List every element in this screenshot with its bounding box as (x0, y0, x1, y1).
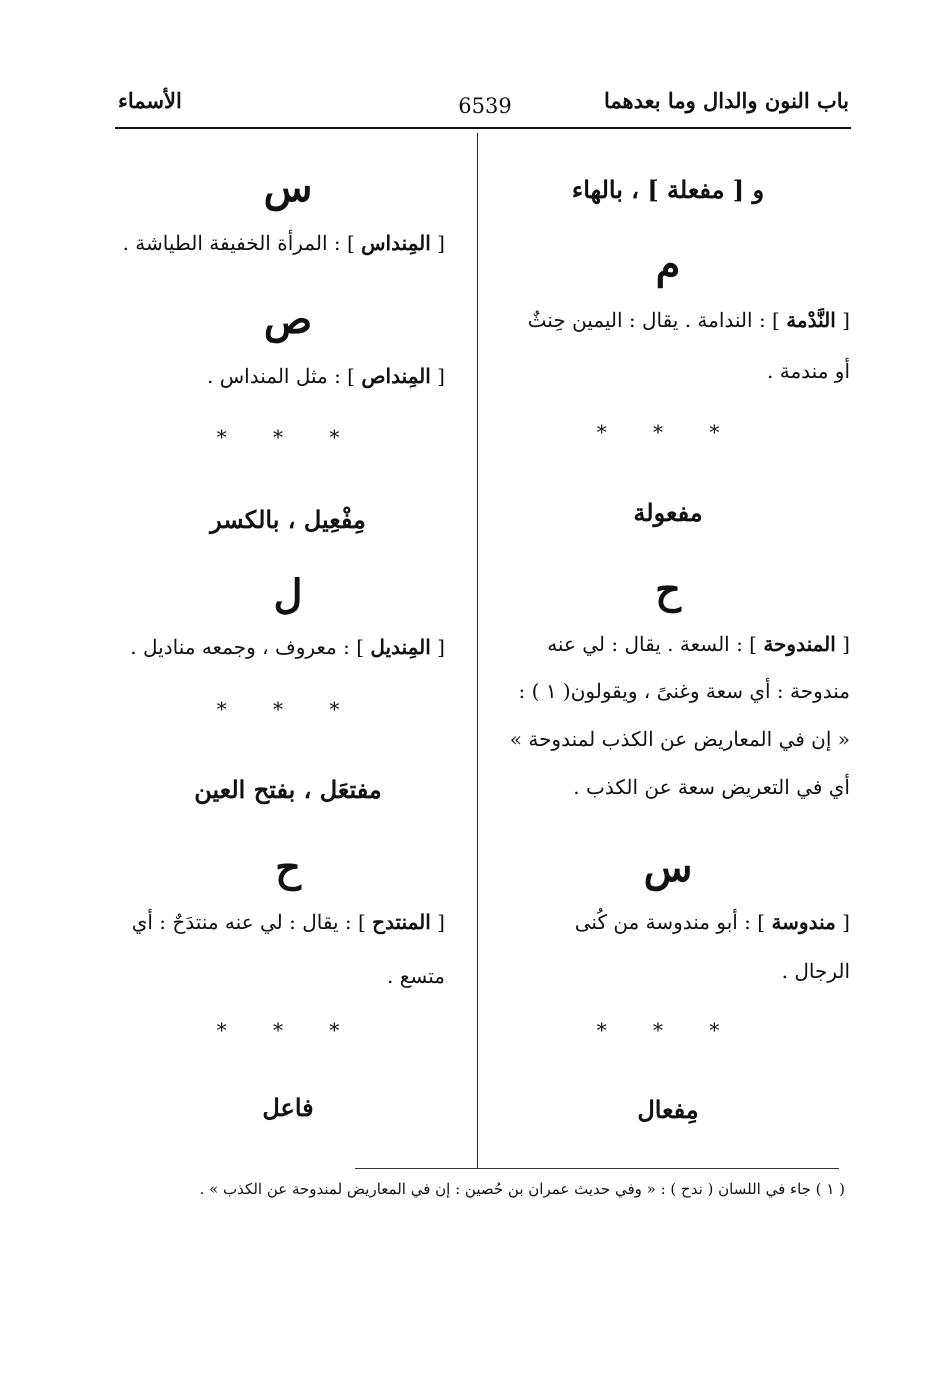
right-heading-maf3ula: مفعولة (633, 498, 703, 527)
entry-nadma-line1: [ النَّدْمة ] : الندامة . يقال : اليمين حِنثٌ (527, 308, 850, 332)
right-letter-ha: ح (655, 566, 681, 613)
right-letter-sin: س (643, 844, 693, 891)
entry-nadma-text: ] : الندامة . يقال : اليمين حِنثٌ (527, 308, 787, 332)
left-letter-ha: ح (275, 844, 301, 891)
entry-mindil: [ المِنديل ] : معروف ، وجمعه مناديل . (130, 635, 445, 659)
entry-mindas-text: ] : المرأة الخفيفة الطياشة . (122, 231, 362, 255)
running-header-chapter: باب النون والدال وما بعدهما (604, 88, 849, 113)
footnote: ( ١ ) جاء في اللسان ( ندح ) : « وفي حديث عمران بن حُصين : إن في المعاريض لمندوحة عن الكذب » . (199, 1180, 845, 1198)
entry-mindas-headword: المِنداس (361, 231, 431, 255)
right-letter-mim: م (655, 241, 681, 288)
entry-mindas: [ المِنداس ] : المرأة الخفيفة الطياشة . (122, 231, 445, 255)
right-heading-maf3ala: و [ مفعلة ] ، بالهاء (571, 175, 765, 204)
separator-stars: * * * (216, 425, 360, 449)
entry-mandooha-headword: المندوحة (763, 632, 836, 656)
header-rule (115, 127, 851, 129)
entry-mindil-headword: المِنديل (370, 635, 431, 659)
left-letter-sin: س (263, 164, 313, 211)
entry-muntadah-headword: المنتدح (372, 910, 431, 934)
entry-mandoosa-headword: مندوسة (771, 910, 836, 934)
entry-nadma-headword: النَّدْمة (786, 308, 836, 332)
entry-muntadah-line2: متسع . (387, 964, 445, 988)
running-header-section: الأسماء (118, 88, 182, 113)
left-letter-lam: ل (273, 571, 303, 618)
entry-mandoosa-line2: الرجال . (781, 959, 850, 983)
page-number: 6539 (458, 94, 512, 118)
footnote-rule (355, 1168, 839, 1169)
entry-nadma-line2: أو مندمة . (767, 359, 850, 383)
left-letter-sad: ص (263, 296, 313, 343)
entry-muntadah-text: ] : يقال : لي عنه منتدَحٌ : أي (131, 910, 373, 934)
separator-stars: * * * (216, 1018, 360, 1042)
entry-mindil-text: ] : معروف ، وجمعه مناديل . (130, 635, 371, 659)
separator-stars: * * * (216, 697, 360, 721)
right-heading-mif3al: مِفعال (637, 1095, 699, 1124)
left-heading-fa3il: فاعل (262, 1093, 314, 1122)
entry-mindas2: [ المِنداص ] : مثل المنداس . (207, 364, 445, 388)
entry-mandooha-line3: « إن في المعاريض عن الكذب لمندوحة » (509, 727, 850, 751)
left-heading-mufta3al: مفتعَل ، بفتح العين (194, 775, 382, 804)
entry-mandooha-line4: أي في التعريض سعة عن الكذب . (573, 775, 850, 799)
left-heading-mif3il: مِفْعِيل ، بالكسر (210, 505, 366, 534)
separator-stars: * * * (596, 1018, 740, 1042)
entry-mindas2-text: ] : مثل المنداس . (207, 364, 362, 388)
entry-muntadah-line1: [ المنتدح ] : يقال : لي عنه منتدَحٌ : أي (131, 910, 445, 934)
entry-mandooha-line2: مندوحة : أي سعة وغنىً ، ويقولون( ١ ) : (518, 679, 850, 703)
entry-mandoosa-text: ] : أبو مندوسة من كُنى (574, 910, 772, 934)
entry-mandooha-text: ] : السعة . يقال : لي عنه (547, 632, 764, 656)
entry-mandooha-line1: [ المندوحة ] : السعة . يقال : لي عنه (547, 632, 850, 656)
column-divider (477, 133, 478, 1168)
separator-stars: * * * (596, 420, 740, 444)
entry-mandoosa-line1: [ مندوسة ] : أبو مندوسة من كُنى (574, 910, 850, 934)
entry-mindas2-headword: المِنداص (361, 364, 431, 388)
